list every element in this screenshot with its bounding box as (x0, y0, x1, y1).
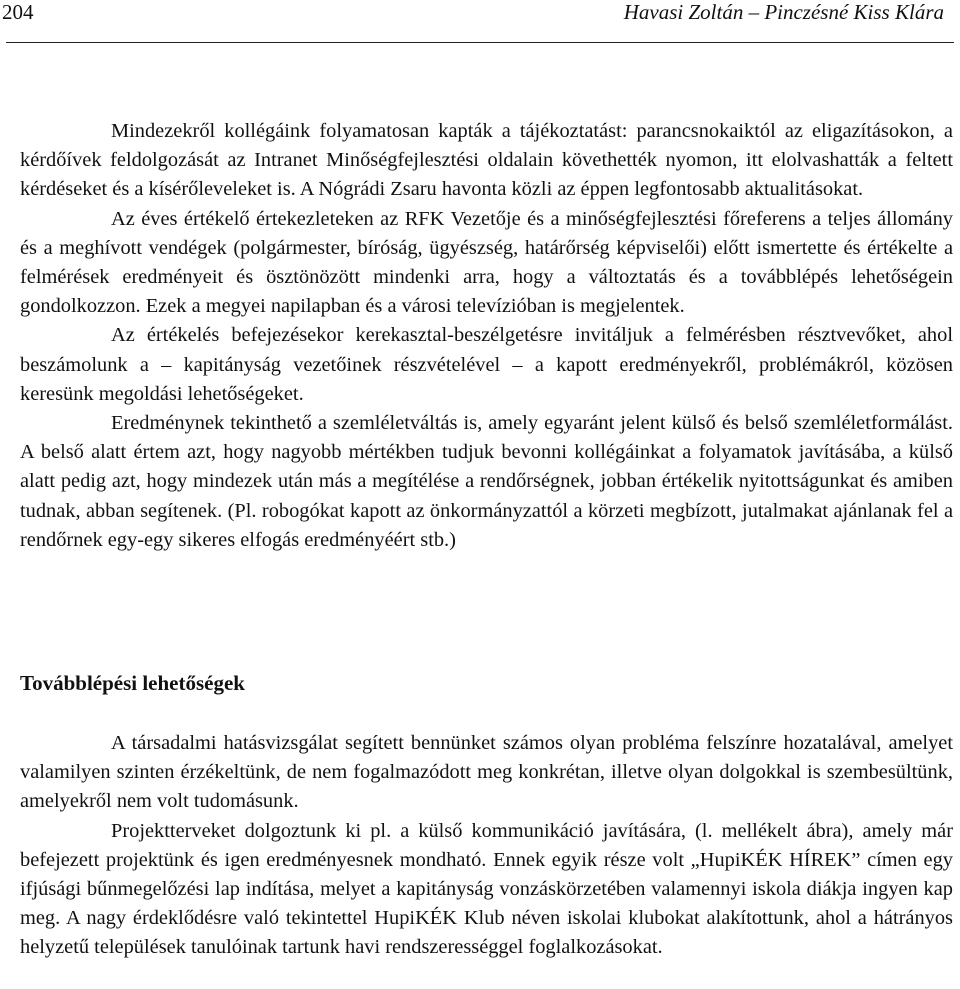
paragraph: Projektterveket dolgoztunk ki pl. a külső kommunikáció javítására, (l. mellékelt ábra), amely már befejezett projektünk és igen eredményesnek mondható. Ennek egyik része volt „HupiKÉK HÍREK” címen egy ifjúsági bűnmegelőzési lap indítása, melyet a kapitányság vonzáskörzetében valamennyi iskola diákja ingyen kap meg. A nagy érdeklődésre való tekintettel HupiKÉK Klub néven iskolai klubokat alakítottunk, ahol a hátrányos helyzetű települések tanulóinak tartunk havi rendszerességgel foglalkozásokat. (20, 819, 953, 959)
paragraph: Eredménynek tekinthető a szemléletváltás is, amely egyaránt jelent külső és belső szemléletformálást. A belső alatt értem azt, hogy nagyobb mértékben tudjuk bevonni kollégáinkat a folyamatok javításába, a külső alatt pedig azt, hogy mindezek után más a megítélése a rendőrségnek, jobban értékelik nyitottságunkat és amiben tudnak, abban segítenek. (Pl. robogókat kapott az önkormányzattól a körzeti megbízott, jutalmakat ajánlanak fel a rendőrnek egy-egy sikeres elfogás eredményéért stb.) (20, 412, 953, 551)
paragraph: Az éves értékelő értekezleteken az RFK Vezetője és a minőségfejlesztési főreferens a teljes állomány és a meghívott vendégek (polgármester, bíróság, ügyészség, határőrség képviselői) előtt ismertette és értékelte a felmérések eredményeit és ösztönözött mindenki arra, hogy a változtatás és a továbblépés lehetőségein gondolkozzon. Ezek a megyei napilapban és a városi televízióban is megjelentek. (20, 207, 953, 318)
header-rule (6, 42, 954, 43)
page-number: 204 (2, 0, 34, 24)
section-body (20, 117, 953, 555)
paragraph: Az értékelés befejezésekor kerekasztal-beszélgetésre invitáljuk a felmérésben résztvevőket, ahol beszámolunk a – kapitányság vezetőinek részvételével – a kapott eredményekről, problémákról, közösen keresünk megoldási lehetőségeket. (20, 324, 953, 405)
running-title: Havasi Zoltán – Pinczésné Kiss Klára (623, 0, 944, 24)
section-heading: Továbblépési lehetőségek (20, 671, 245, 695)
paragraph: Mindezekről kollégáink folyamatosan kapták a tájékoztatást: parancsnokaiktól az eligazításokon, a kérdőívek feldolgozását az Intranet Minőségfejlesztési oldalain követhették nyomon, itt elolvashatták a feltett kérdéseket és a kísérőleveleket is. A Nógrádi Zsaru havonta közli az éppen legfontosabb aktualitásokat. (20, 120, 953, 201)
paragraph: A társadalmi hatásvizsgálat segített bennünket számos olyan probléma felszínre hozatalával, amelyet valamilyen szinten érzékeltünk, de nem fogalmazódott meg konkrétan, illetve olyan dolgokkal is szembesültünk, amelyekről nem volt tudomásunk. (20, 732, 953, 813)
page-header (0, 0, 960, 44)
section-body (20, 729, 953, 963)
